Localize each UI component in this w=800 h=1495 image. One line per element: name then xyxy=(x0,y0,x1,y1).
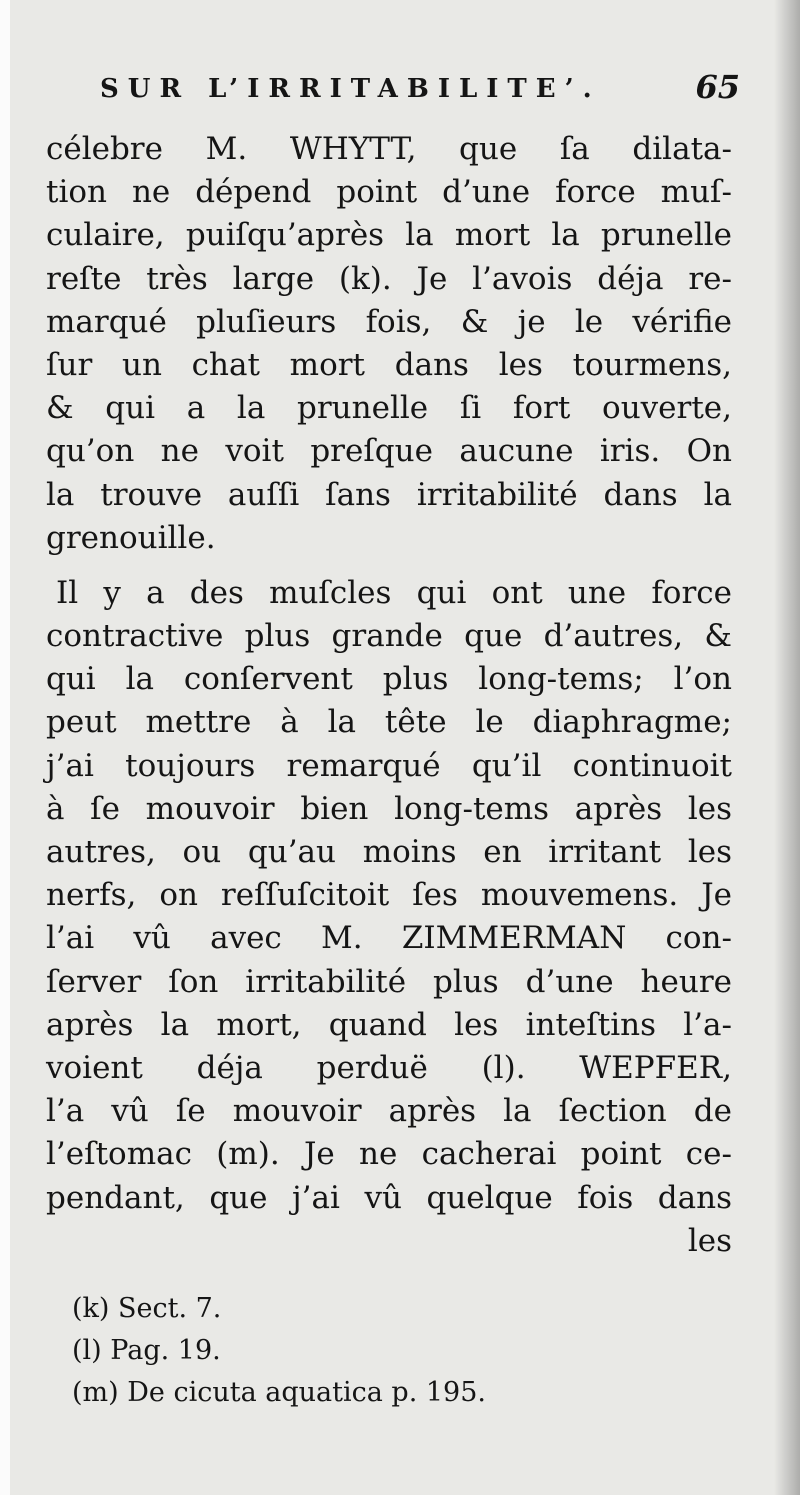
footnote-k: (k) Sect. 7. xyxy=(72,1293,222,1324)
text-line: après la mort, quand les inteſtins l’a- xyxy=(46,1006,732,1043)
text-line: l’eſtomac (m). Je ne cacherai point ce- xyxy=(46,1136,732,1173)
text-line: & qui a la prunelle ſi fort ouverte, xyxy=(46,390,732,427)
text-line: autres, ou qu’au moins en irritant les xyxy=(46,834,732,870)
paragraph-gap xyxy=(46,560,732,572)
body-text xyxy=(46,128,732,1263)
page-edge-shadow xyxy=(774,0,800,1495)
text-line: tion ne dépend point d’une force muſ- xyxy=(46,174,732,211)
text-line: l’ai vû avec M. ZIMMERMAN con- xyxy=(46,920,732,957)
footnote-m: (m) De cicuta aquatica p. 195. xyxy=(72,1377,486,1408)
text-line: Il y a des muſcles qui ont une force xyxy=(56,574,732,611)
text-line: pendant, que j’ai vû quelque fois dans xyxy=(46,1179,732,1216)
text-line: contractive plus grande que d’autres, & xyxy=(46,618,732,655)
text-line: l’a vû ſe mouvoir après la ſection de xyxy=(46,1093,732,1130)
text-line: voient déja perduë (l). WEPFER, xyxy=(46,1049,732,1086)
text-line: qui la conſervent plus long-tems; l’on xyxy=(46,661,732,698)
text-line: ſerver ſon irritabilité plus d’une heure xyxy=(46,963,732,1000)
text-line: grenouille. xyxy=(46,519,216,556)
text-line: peut mettre à la tête le diaphragme; xyxy=(46,704,732,741)
text-line: ſur un chat mort dans les tourmens, xyxy=(46,346,732,383)
page-gutter xyxy=(0,0,10,1495)
page-number: 65 xyxy=(695,68,740,106)
text-line: culaire, puiſqu’après la mort la prunelle xyxy=(46,217,732,254)
text-line: qu’on ne voit preſque aucune iris. On xyxy=(46,433,732,470)
footnote-l: (l) Pag. 19. xyxy=(72,1335,221,1366)
page-header xyxy=(100,68,740,112)
catchword: les xyxy=(687,1222,732,1259)
text-line: la trouve auſſi ſans irritabilité dans la xyxy=(46,476,732,513)
paragraph-2 xyxy=(46,572,732,1220)
text-line: célebre M. WHYTT, que ſa dilata- xyxy=(46,131,732,167)
running-title: SUR L’IRRITABILITE’. xyxy=(100,74,601,104)
text-line: j’ai toujours remarqué qu’il continuoit xyxy=(46,747,732,784)
paragraph-1 xyxy=(46,128,732,560)
text-line: reſte très large (k). Je l’avois déja re- xyxy=(46,260,732,297)
text-line: à ſe mouvoir bien long-tems après les xyxy=(46,790,732,827)
text-line: marqué pluſieurs fois, & je le vérifie xyxy=(46,303,732,340)
footnotes xyxy=(72,1288,692,1414)
text-line: nerfs, on reſſuſcitoit ſes mouvemens. Je xyxy=(46,877,732,914)
